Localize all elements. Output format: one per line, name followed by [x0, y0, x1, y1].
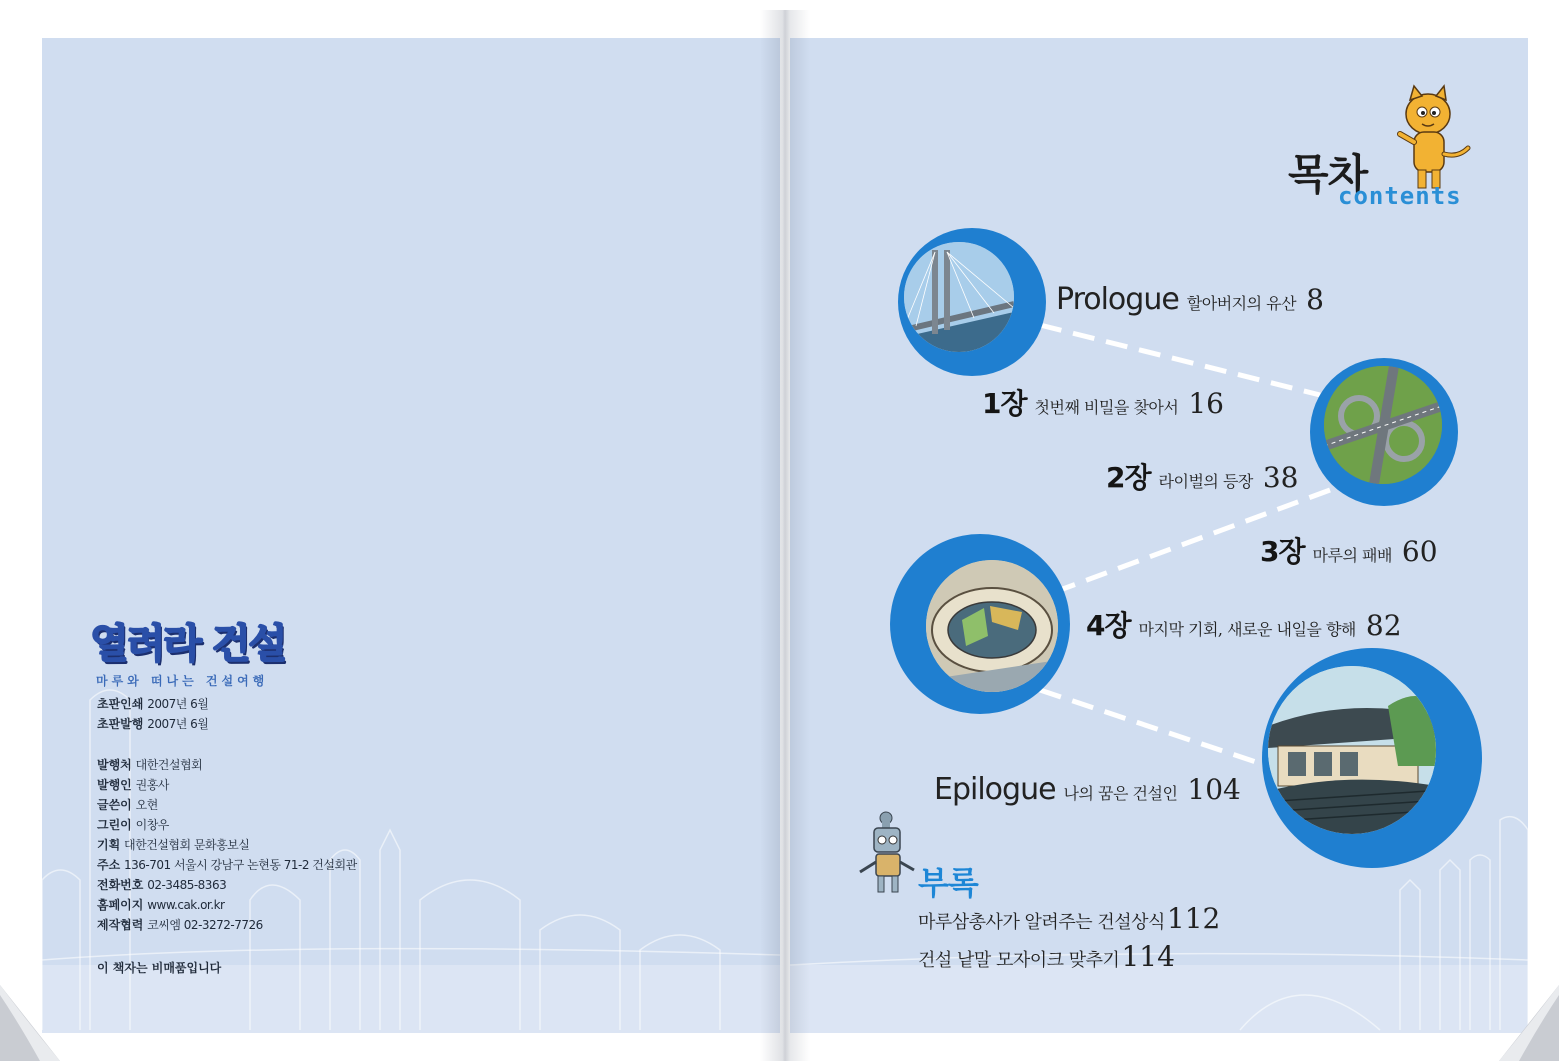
toc-entry-page: 16 — [1188, 387, 1224, 420]
robot-mascot-illustration — [856, 810, 918, 896]
chapter4-illustration-circle — [890, 534, 1070, 714]
credit-value: 이창우 — [135, 818, 169, 832]
toc-entry-title: 마지막 기회, 새로운 내일을 향해 — [1138, 620, 1356, 639]
toc-entry-page: 38 — [1262, 461, 1299, 494]
bridge-illustration — [904, 242, 1014, 352]
credit-key: 발행처 — [97, 758, 132, 772]
chapter1-illustration-circle — [1310, 358, 1458, 506]
credit-key: 홈페이지 — [97, 898, 144, 912]
toc-entry-page: 8 — [1306, 283, 1324, 316]
appendix-item[interactable] — [918, 902, 1220, 935]
toc-entry-epilogue[interactable] — [934, 772, 1241, 807]
colophon-key: 초판인쇄 — [97, 697, 144, 711]
credit-key: 발행인 — [97, 778, 132, 792]
credit-value: 코씨엠 02-3272-7726 — [147, 918, 263, 932]
toc-entry-label: 1장 — [982, 387, 1027, 420]
toc-entry-page: 60 — [1401, 535, 1438, 568]
toc-entry-label: Prologue — [1056, 282, 1179, 317]
toc-entry-title: 할아버지의 유산 — [1186, 294, 1297, 313]
toc-entry-chapter-1[interactable] — [982, 382, 1224, 422]
credit-key: 제작협력 — [97, 918, 144, 932]
credit-key: 주소 — [97, 858, 121, 872]
colophon-value: 2007년 6월 — [147, 717, 209, 731]
toc-entry-label: Epilogue — [934, 772, 1056, 807]
toc-entry-page: 82 — [1365, 609, 1402, 642]
appendix-item-page: 112 — [1166, 902, 1221, 935]
appendix-item-title: 마루삼총사가 알려주는 건설상식 — [918, 912, 1165, 933]
credit-key: 전화번호 — [97, 878, 144, 892]
stadium-illustration — [926, 560, 1058, 692]
colophon-value: 2007년 6월 — [147, 697, 209, 711]
credit-value: 02-3485-8363 — [147, 878, 227, 892]
appendix-item[interactable] — [918, 940, 1175, 973]
toc-entry-title: 첫번째 비밀을 찾아서 — [1034, 398, 1179, 417]
appendix-heading: 부록 — [918, 864, 978, 902]
appendix-item-page: 114 — [1121, 940, 1175, 973]
credit-value: 대한건설협회 — [135, 758, 203, 772]
toc-entry-title: 마루의 패배 — [1312, 546, 1392, 565]
book-logo-title: 열려라 건설 — [90, 621, 286, 667]
prologue-illustration-circle — [898, 228, 1046, 376]
appendix-item-title: 건설 낱말 모자이크 맞추기 — [918, 950, 1120, 971]
interchange-illustration — [1324, 366, 1442, 484]
toc-entry-title: 라이벌의 등장 — [1158, 472, 1253, 491]
toc-entry-chapter-4[interactable] — [1086, 604, 1402, 644]
traditional-house-illustration — [1268, 666, 1436, 834]
credit-key: 그린이 — [97, 818, 132, 832]
toc-entry-page: 104 — [1187, 773, 1241, 806]
credit-value: 136-701 서울시 강남구 논현동 71-2 건설회관 — [124, 858, 357, 872]
toc-entry-chapter-2[interactable] — [1106, 456, 1299, 496]
credit-key: 글쓴이 — [97, 798, 132, 812]
credit-value: www.cak.or.kr — [147, 898, 225, 912]
toc-title-english: contents — [1338, 182, 1462, 210]
credit-value: 오현 — [135, 798, 158, 812]
toc-entry-chapter-3[interactable] — [1260, 530, 1438, 570]
toc-entry-prologue[interactable] — [1056, 282, 1324, 317]
toc-entry-label: 4장 — [1086, 609, 1131, 642]
book-logo-subtitle: 마루와 떠나는 건설여행 — [96, 674, 269, 688]
epilogue-illustration-circle — [1262, 648, 1482, 868]
credit-value: 권홍사 — [135, 778, 169, 792]
notice-text: 이 책자는 비매품입니다 — [97, 961, 222, 975]
colophon-key: 초판발행 — [97, 717, 144, 731]
toc-title: 목차 — [1288, 150, 1368, 199]
credit-value: 대한건설협회 문화홍보실 — [124, 838, 250, 852]
credit-key: 기획 — [97, 838, 121, 852]
toc-entry-title: 나의 꿈은 건설인 — [1063, 784, 1178, 803]
toc-entry-label: 3장 — [1260, 535, 1305, 568]
toc-entry-label: 2장 — [1106, 461, 1151, 494]
